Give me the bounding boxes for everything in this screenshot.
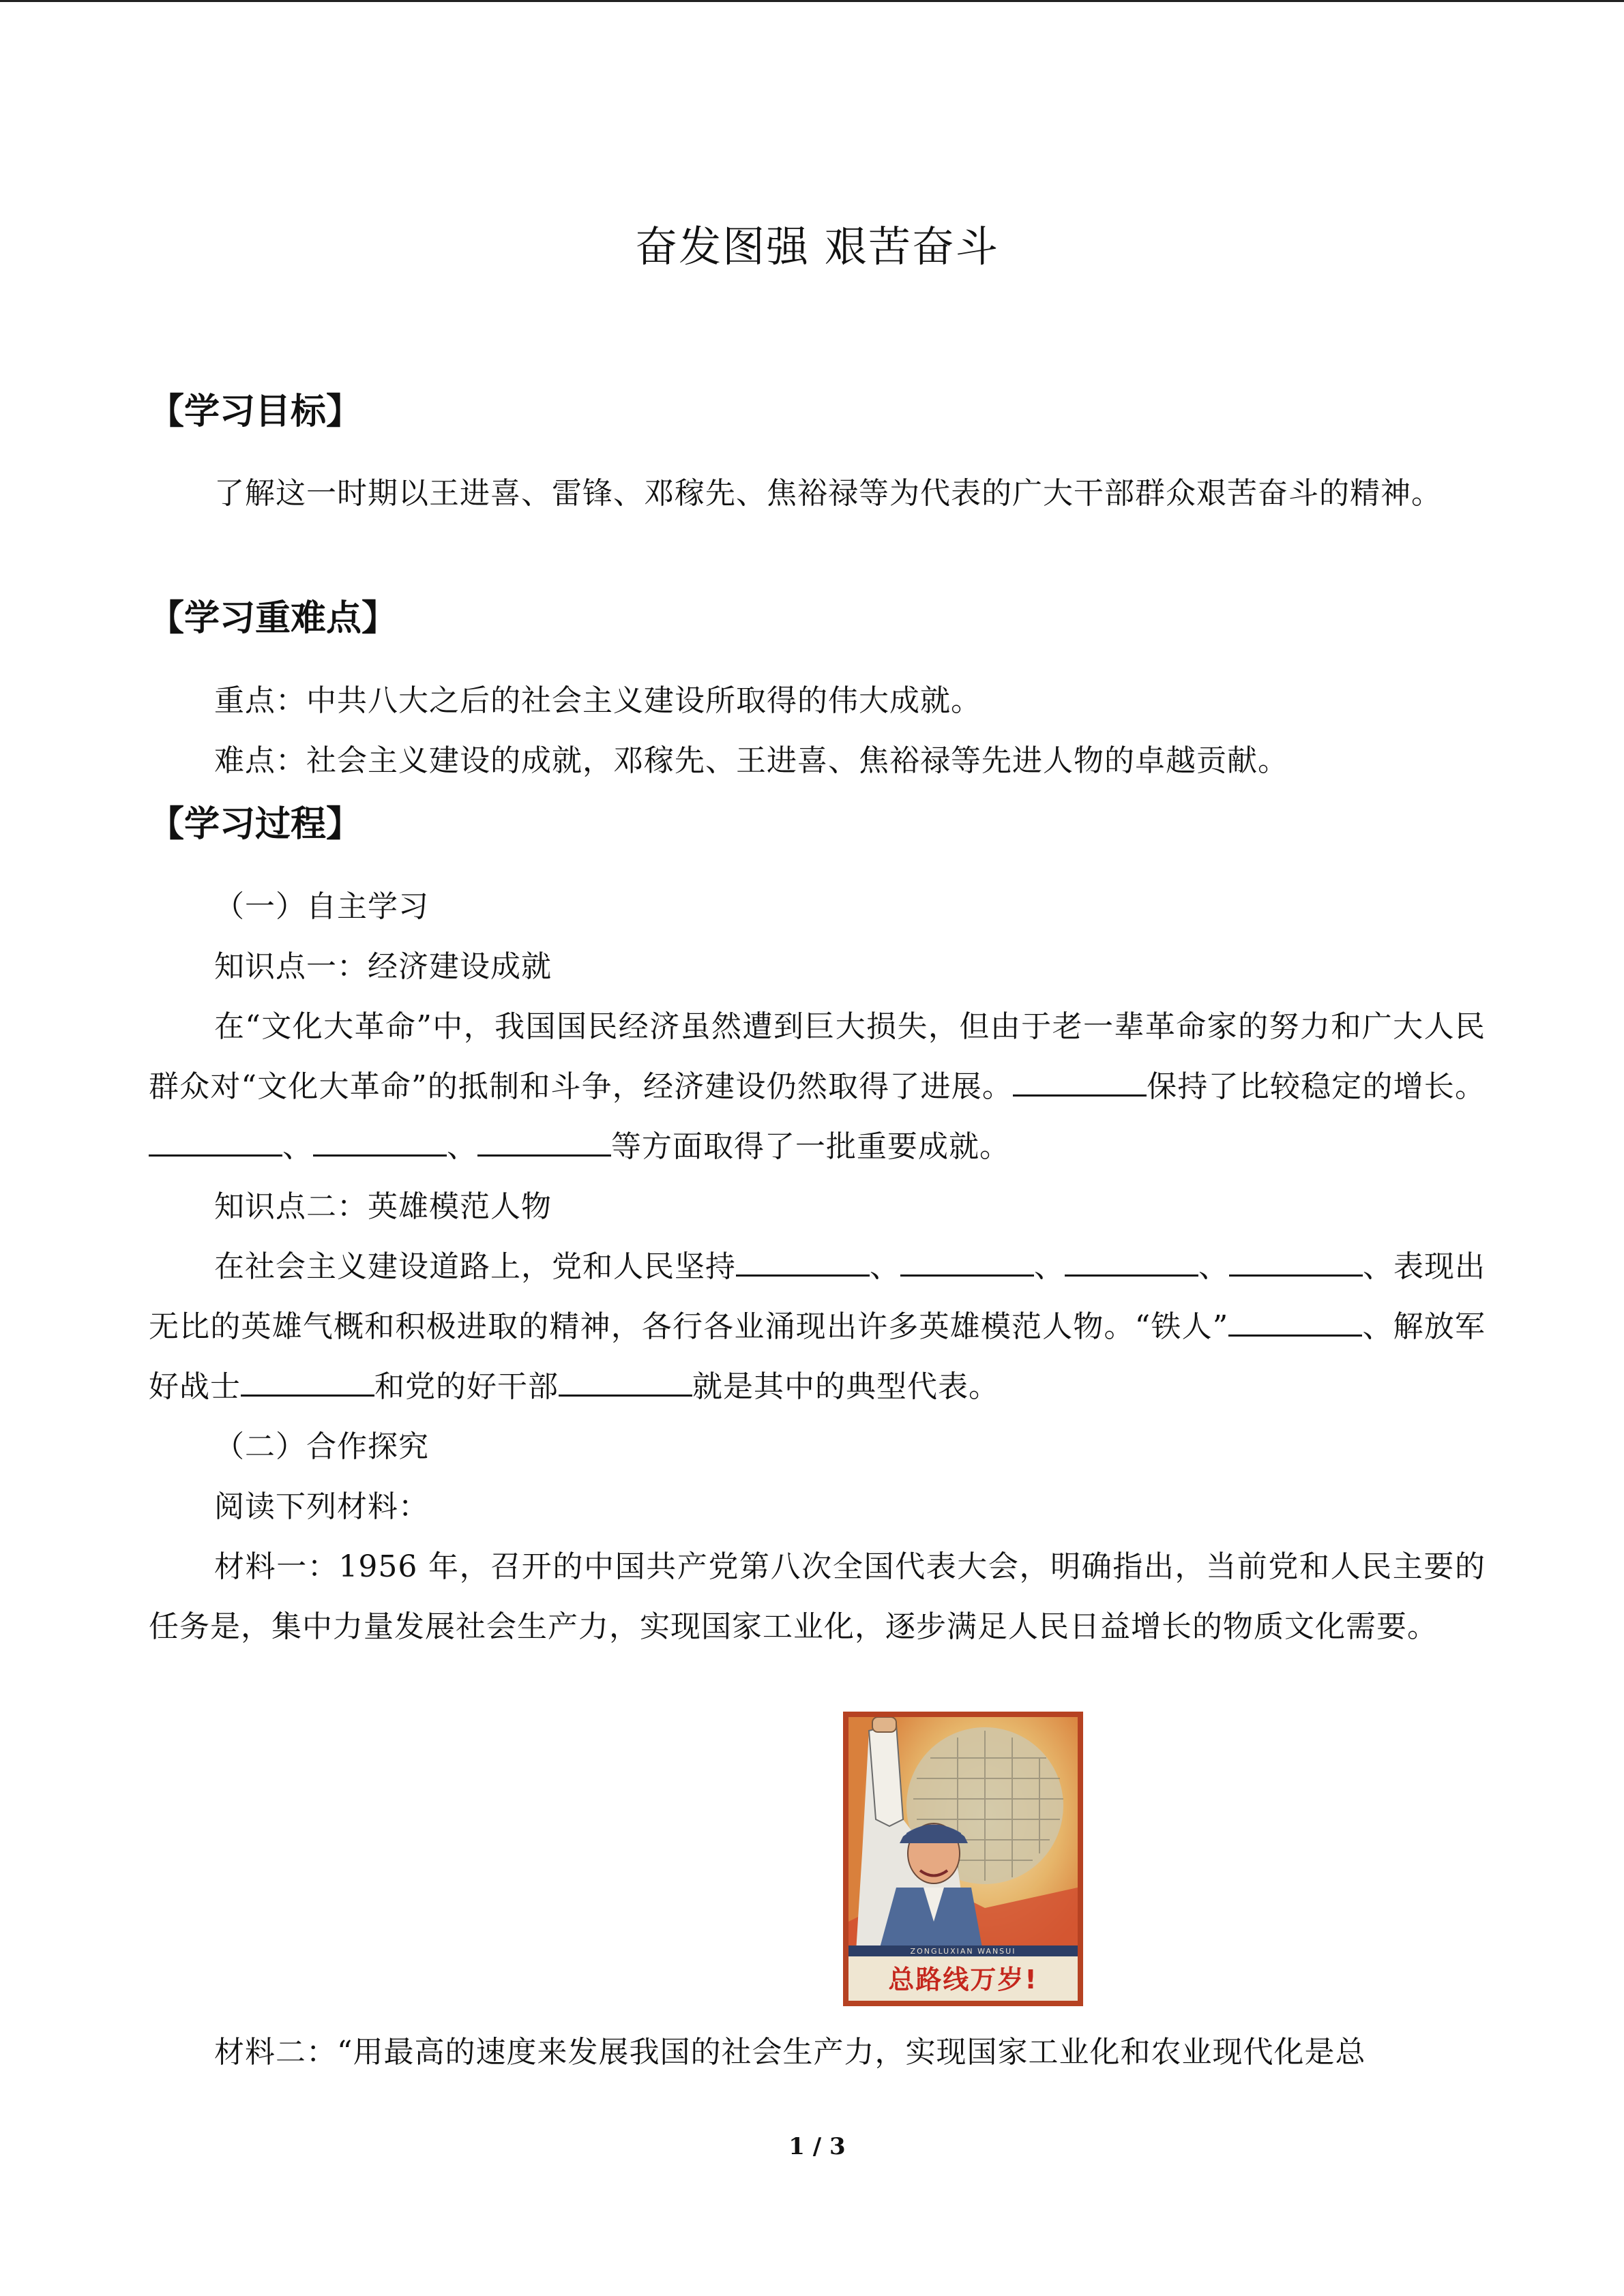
fill-blank[interactable]	[477, 1127, 611, 1157]
key-point-text: 重点：中共八大之后的社会主义建设所取得的伟大成就。	[214, 683, 981, 718]
difficult-point-text: 难点：社会主义建设的成就，邓稼先、王进喜、焦裕禄等先进人物的卓越贡献。	[214, 743, 1288, 778]
kp2-text-c: 、解放军好战士	[149, 1309, 1486, 1404]
knowledge-point-1-paragraph	[149, 997, 1486, 1177]
learning-goal-text: 了解这一时期以王进喜、雷锋、邓稼先、焦裕禄等为代表的广大干部群众艰苦奋斗的精神。	[214, 476, 1442, 511]
knowledge-point-1-label: 知识点一：经济建设成就	[214, 949, 552, 984]
page-number: 1 / 3	[788, 2133, 846, 2160]
learning-process-heading: 【学习过程】	[149, 804, 362, 845]
kp2-separator: 、	[1034, 1249, 1065, 1284]
poster-illustration	[848, 1717, 1078, 2001]
fill-blank[interactable]	[1013, 1067, 1147, 1097]
kp1-separator: 、	[282, 1129, 313, 1164]
page-top-border	[0, 0, 1624, 2]
poster-caption-text: 总路线万岁!	[888, 1965, 1038, 1995]
fill-blank[interactable]	[149, 1127, 282, 1157]
self-study-label: （一）自主学习	[214, 889, 429, 924]
kp2-text-b: 表现出无比的英雄气概和积极进取的精神，各行各业涌现出许多英雄模范人物。“铁人”	[149, 1249, 1486, 1344]
kp2-text-e: 就是其中的典型代表。	[692, 1369, 999, 1404]
fill-blank[interactable]	[1228, 1307, 1362, 1337]
fill-blank[interactable]	[900, 1247, 1034, 1277]
kp2-text-d: 和党的好干部	[374, 1369, 559, 1404]
fill-blank[interactable]	[1065, 1247, 1198, 1277]
kp2-separator: 、	[870, 1249, 900, 1284]
read-materials-text: 阅读下列材料：	[214, 1489, 429, 1524]
fill-blank[interactable]	[1229, 1247, 1363, 1277]
kp1-text-b: 保持了比较稳定的增长。	[1147, 1069, 1486, 1104]
kp1-text-c: 等方面取得了一批重要成就。	[611, 1129, 1010, 1164]
document-title: 奋发图强 艰苦奋斗	[635, 222, 999, 271]
knowledge-point-2-label: 知识点二：英雄模范人物	[214, 1189, 552, 1224]
kp1-separator: 、	[447, 1129, 477, 1164]
fill-blank[interactable]	[559, 1367, 692, 1397]
learning-goal-heading: 【学习目标】	[149, 391, 362, 432]
kp2-text-a: 在社会主义建设道路上，党和人民坚持	[214, 1249, 736, 1284]
kp1-text-a: 在“文化大革命”中，我国国民经济虽然遭到巨大损失，但由于老一辈革命家的努力和广大人民群众对“文化大革命”的抵制和斗争，经济建设仍然取得了进展。	[149, 1009, 1486, 1104]
fill-blank[interactable]	[241, 1367, 374, 1397]
propaganda-poster-image	[843, 1712, 1083, 2006]
fill-blank[interactable]	[736, 1247, 870, 1277]
material-2-text: 材料二：“用最高的速度来发展我国的社会生产力，实现国家工业化和农业现代化是总	[214, 2035, 1366, 2070]
fill-blank[interactable]	[313, 1127, 447, 1157]
knowledge-point-2-paragraph	[149, 1237, 1486, 1417]
kp2-separator: 、	[1363, 1249, 1393, 1284]
cooperation-label: （二）合作探究	[214, 1429, 429, 1464]
key-points-heading: 【学习重难点】	[149, 598, 398, 639]
kp2-separator: 、	[1198, 1249, 1229, 1284]
poster-pinyin-text: ZONGLUXIAN WANSUI	[910, 1947, 1016, 1956]
material-1-text: 材料一：1956 年，召开的中国共产党第八次全国代表大会，明确指出，当前党和人民主要的任务是，集中力量发展社会生产力，实现国家工业化，逐步满足人民日益增长的物质文化需要。	[149, 1549, 1486, 1644]
